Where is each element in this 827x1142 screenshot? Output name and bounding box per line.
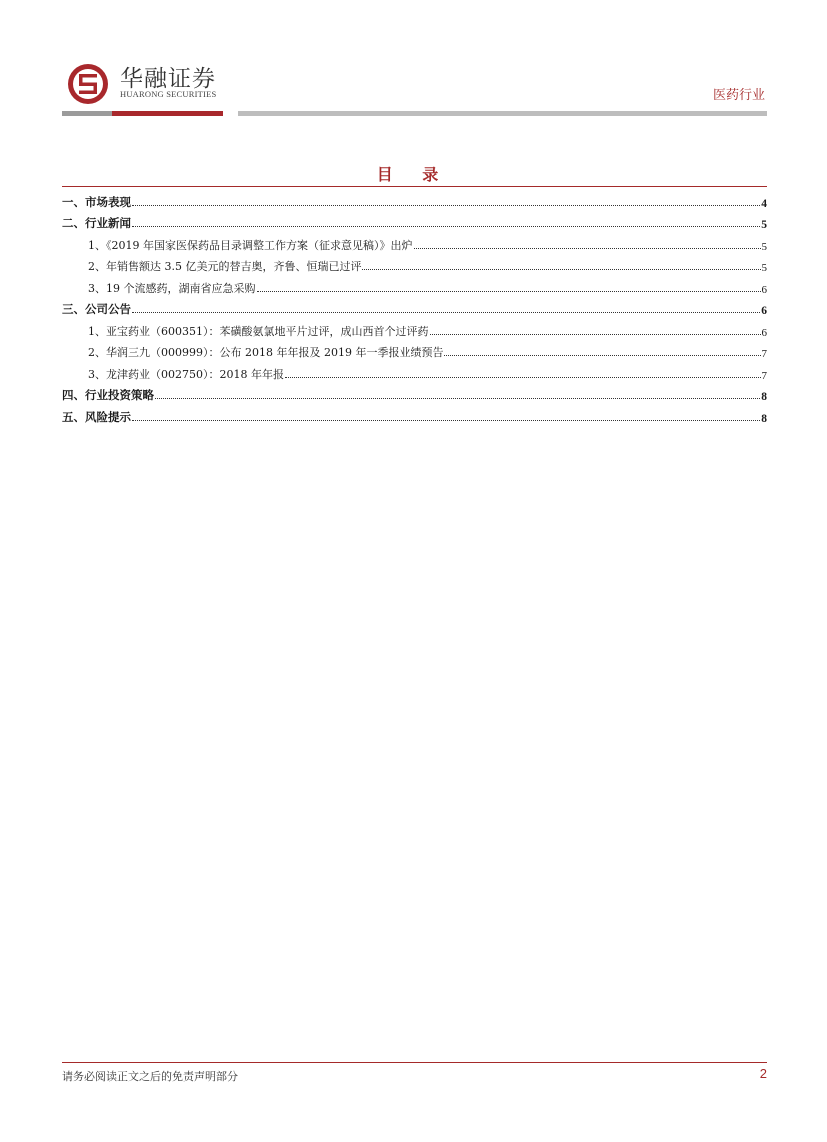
toc-entry-page: 8 xyxy=(761,391,767,403)
toc-entry-label: 四、行业投资策略 xyxy=(62,388,154,402)
toc-entry-label: 1、《2019 年国家医保药品目录调整工作方案（征求意见稿）》出炉 xyxy=(88,238,413,252)
toc-leader-dots xyxy=(444,355,760,356)
toc-entry-label: 2、华润三九（000999）：公布 2018 年年报及 2019 年一季报业绩预告 xyxy=(88,346,444,359)
toc-entry[interactable] xyxy=(62,274,767,296)
toc-leader-dots xyxy=(132,205,760,206)
toc-title: 目 录 xyxy=(376,165,451,184)
toc-leader-dots xyxy=(430,334,761,335)
toc-entry[interactable] xyxy=(62,360,767,382)
toc-entry-page: 4 xyxy=(761,197,767,210)
toc-leader-dots xyxy=(257,291,761,292)
table-of-contents xyxy=(62,188,767,425)
brand-name-cn: 华融证券 xyxy=(120,66,216,92)
toc-entry[interactable] xyxy=(62,339,767,361)
toc-leader-dots xyxy=(285,377,761,378)
toc-leader-dots xyxy=(132,226,760,227)
toc-leader-dots xyxy=(414,248,761,249)
toc-entry-page: 7 xyxy=(761,348,767,360)
toc-entry[interactable] xyxy=(62,382,767,404)
toc-leader-dots xyxy=(132,312,760,313)
toc-leader-dots xyxy=(362,269,760,270)
toc-entry-label: 3、龙津药业（002750）：2018 年年报 xyxy=(88,367,284,381)
toc-entry-page: 5 xyxy=(761,219,767,231)
toc-entry[interactable] xyxy=(62,296,767,318)
toc-entry-page: 8 xyxy=(761,412,767,425)
toc-entry-page: 5 xyxy=(761,262,767,274)
toc-leader-dots xyxy=(132,420,760,421)
toc-entry-page: 7 xyxy=(761,369,767,382)
industry-label: 医药行业 xyxy=(712,88,765,103)
toc-entry[interactable] xyxy=(62,253,767,275)
toc-entry-label: 五、风险提示 xyxy=(62,409,131,424)
disclaimer-text: 请务必阅读正文之后的免责声明部分 xyxy=(62,1070,238,1083)
toc-entry-label: 二、行业新闻 xyxy=(62,216,131,230)
toc-entry[interactable] xyxy=(62,403,767,425)
toc-entry[interactable] xyxy=(62,231,767,253)
footer-divider xyxy=(62,1062,767,1063)
toc-entry-page: 6 xyxy=(761,326,767,339)
toc-entry-page: 6 xyxy=(761,305,767,317)
toc-entry-label: 一、市场表现 xyxy=(62,194,131,209)
toc-entry-label: 三、公司公告 xyxy=(62,302,131,316)
header-bar-dark xyxy=(62,111,112,116)
page-header xyxy=(0,0,827,120)
toc-entry-page: 5 xyxy=(761,240,767,253)
toc-divider xyxy=(62,186,767,187)
toc-leader-dots xyxy=(155,398,760,399)
header-bar-gray xyxy=(238,111,767,116)
toc-entry[interactable] xyxy=(62,210,767,232)
toc-entry-label: 1、亚宝药业（600351）：苯磺酸氨氯地平片过评，成山西首个过评药 xyxy=(88,324,429,338)
toc-entry-page: 6 xyxy=(761,283,767,296)
toc-entry[interactable] xyxy=(62,188,767,210)
brand-name-en: HUARONG SECURITIES xyxy=(120,89,217,99)
toc-entry-label: 3、19 个流感药，湖南省应急采购 xyxy=(88,281,256,295)
page-number: 2 xyxy=(759,1066,767,1081)
toc-entry-label: 2、年销售额达 3.5 亿美元的替吉奥，齐鲁、恒瑞已过评 xyxy=(88,260,362,273)
huarong-logo-icon xyxy=(66,62,110,106)
toc-entry[interactable] xyxy=(62,317,767,339)
